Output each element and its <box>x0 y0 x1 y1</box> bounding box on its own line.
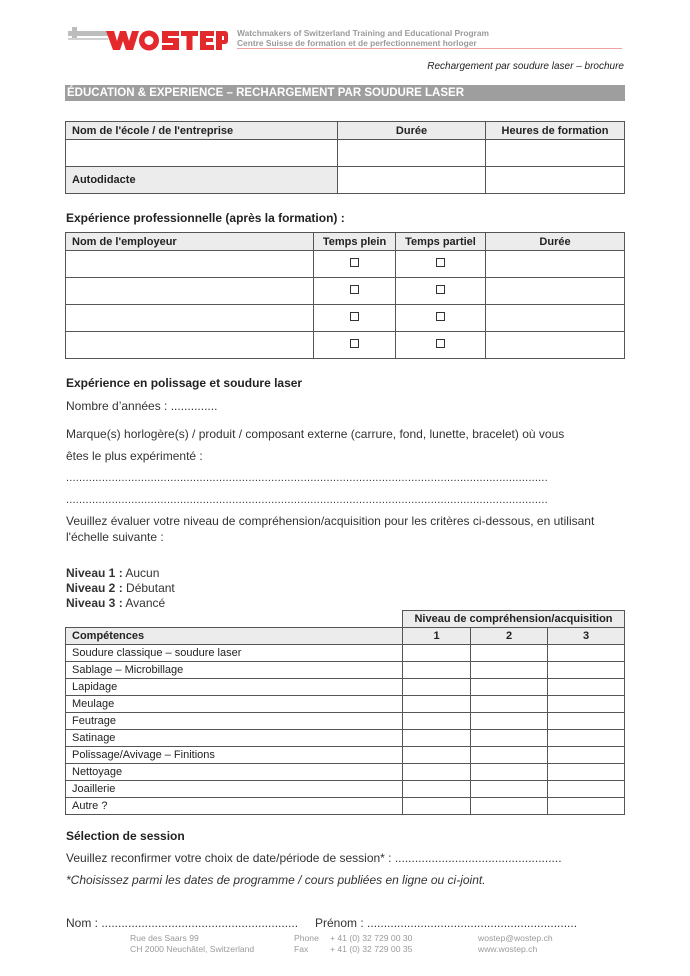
session-note: *Choisissez parmi les dates de programme / cours publiées en ligne ou ci-joint. <box>66 873 486 887</box>
brands-answer-line-1[interactable]: .................................................................................................................................................... <box>66 472 548 484</box>
skill-label: Sablage – Microbillage <box>66 662 403 679</box>
experience-title: Expérience professionnelle (après la formation) : <box>66 211 345 225</box>
skill-level-3-cell[interactable] <box>548 730 625 747</box>
footer-address-1: Rue des Saars 99 <box>130 933 199 943</box>
level-group-header: Niveau de compréhension/acquisition <box>403 611 625 628</box>
skill-label: Lapidage <box>66 679 403 696</box>
header-line-1: Watchmakers of Switzerland Training and Educational Program <box>237 28 489 38</box>
skill-label: Autre ? <box>66 798 403 815</box>
self-taught-duration-cell[interactable] <box>338 167 486 194</box>
skill-level-1-cell[interactable] <box>403 662 471 679</box>
skill-level-3-cell[interactable] <box>548 645 625 662</box>
exp-duration-cell[interactable] <box>486 332 625 359</box>
session-title: Sélection de session <box>66 829 185 843</box>
footer-email[interactable]: wostep@wostep.ch <box>478 933 553 943</box>
col-level-1: 1 <box>403 628 471 645</box>
duration-cell[interactable] <box>338 140 486 167</box>
footer-web[interactable]: www.wostep.ch <box>478 944 538 954</box>
years-field[interactable]: Nombre d’années : .............. <box>66 399 218 413</box>
training-hours-cell[interactable] <box>486 140 625 167</box>
document-subtitle: Rechargement par soudure laser – brochure <box>427 61 624 72</box>
level-1: Niveau 1 : Aucun <box>66 566 160 580</box>
skill-level-1-cell[interactable] <box>403 798 471 815</box>
skill-label: Meulage <box>66 696 403 713</box>
brands-question-line-1: Marque(s) horlogère(s) / produit / composant externe (carrure, fond, lunette, bracelet) où vous <box>66 427 565 441</box>
employer-cell[interactable] <box>66 332 314 359</box>
skill-level-2-cell[interactable] <box>471 747 548 764</box>
skill-level-2-cell[interactable] <box>471 781 548 798</box>
nom-field[interactable]: Nom : ........................................................... <box>66 916 299 930</box>
skill-level-3-cell[interactable] <box>548 747 625 764</box>
col-skills: Compétences <box>66 628 403 645</box>
section-banner: ÉDUCATION & EXPERIENCE – RECHARGEMENT PAR SOUDURE LASER <box>65 85 625 101</box>
skill-level-1-cell[interactable] <box>403 696 471 713</box>
footer-fax-label: Fax <box>294 944 309 954</box>
skill-label: Nettoyage <box>66 764 403 781</box>
col-school-name: Nom de l'école / de l'entreprise <box>66 122 338 140</box>
skill-level-1-cell[interactable] <box>403 781 471 798</box>
col-exp-duration: Durée <box>486 233 625 251</box>
skill-level-1-cell[interactable] <box>403 747 471 764</box>
part-time-checkbox[interactable] <box>436 339 445 348</box>
skills-table <box>65 610 625 815</box>
skill-level-2-cell[interactable] <box>471 645 548 662</box>
skill-level-3-cell[interactable] <box>548 764 625 781</box>
footer-phone: + 41 (0) 32 729 00 30 <box>330 933 413 943</box>
col-employer: Nom de l'employeur <box>66 233 314 251</box>
brands-answer-line-2[interactable]: .................................................................................................................................................... <box>66 494 548 506</box>
skill-level-3-cell[interactable] <box>548 798 625 815</box>
part-time-checkbox[interactable] <box>436 312 445 321</box>
skill-row <box>66 679 625 696</box>
skill-level-1-cell[interactable] <box>403 764 471 781</box>
part-time-checkbox[interactable] <box>436 285 445 294</box>
part-time-checkbox[interactable] <box>436 258 445 267</box>
skill-row <box>66 645 625 662</box>
header-line-2: Centre Suisse de formation et de perfectionnement horloger <box>237 38 477 48</box>
footer-address-2: CH 2000 Neuchâtel, Switzerland <box>130 944 255 954</box>
skill-level-1-cell[interactable] <box>403 645 471 662</box>
skill-level-1-cell[interactable] <box>403 713 471 730</box>
skill-row <box>66 781 625 798</box>
full-time-checkbox[interactable] <box>350 339 359 348</box>
col-level-3: 3 <box>548 628 625 645</box>
full-time-checkbox[interactable] <box>350 258 359 267</box>
session-confirm-field[interactable]: Veuillez reconfirmer votre choix de date/période de session* : .................................................. <box>66 851 562 865</box>
full-time-checkbox[interactable] <box>350 312 359 321</box>
skill-label: Polissage/Avivage – Finitions <box>66 747 403 764</box>
employer-cell[interactable] <box>66 251 314 278</box>
exp-duration-cell[interactable] <box>486 278 625 305</box>
skill-level-3-cell[interactable] <box>548 696 625 713</box>
skill-level-1-cell[interactable] <box>403 679 471 696</box>
footer-phone-label: Phone <box>294 933 319 943</box>
skill-label: Soudure classique – soudure laser <box>66 645 403 662</box>
col-level-2: 2 <box>471 628 548 645</box>
col-part-time: Temps partiel <box>396 233 486 251</box>
level-2: Niveau 2 : Débutant <box>66 581 175 595</box>
skill-level-1-cell[interactable] <box>403 730 471 747</box>
level-3: Niveau 3 : Avancé <box>66 596 166 610</box>
experience-table <box>65 232 625 359</box>
skill-row <box>66 764 625 781</box>
self-taught-hours-cell[interactable] <box>486 167 625 194</box>
header-rule <box>237 48 622 49</box>
col-duration: Durée <box>338 122 486 140</box>
skill-level-3-cell[interactable] <box>548 662 625 679</box>
evaluate-line-1: Veuillez évaluer votre niveau de compréhension/acquisition pour les critères ci-dessous, en utilisant <box>66 514 595 528</box>
skill-level-3-cell[interactable] <box>548 781 625 798</box>
skill-row <box>66 798 625 815</box>
school-name-cell[interactable] <box>66 140 338 167</box>
skill-row <box>66 662 625 679</box>
wostep-logo <box>66 22 228 52</box>
skill-row <box>66 747 625 764</box>
skill-level-2-cell[interactable] <box>471 662 548 679</box>
skill-level-2-cell[interactable] <box>471 730 548 747</box>
employer-cell[interactable] <box>66 305 314 332</box>
polishing-title: Expérience en polissage et soudure laser <box>66 376 303 390</box>
skill-label: Feutrage <box>66 713 403 730</box>
prenom-field[interactable]: Prénom : ............................................................... <box>315 916 578 930</box>
exp-duration-cell[interactable] <box>486 251 625 278</box>
brands-question-line-2: êtes le plus expérimenté : <box>66 449 203 463</box>
evaluate-line-2: l'échelle suivante : <box>66 530 164 544</box>
skill-level-2-cell[interactable] <box>471 713 548 730</box>
skill-level-2-cell[interactable] <box>471 798 548 815</box>
education-table <box>65 121 625 194</box>
footer-fax: + 41 (0) 32 729 00 35 <box>330 944 413 954</box>
full-time-checkbox[interactable] <box>350 285 359 294</box>
employer-cell[interactable] <box>66 278 314 305</box>
skill-row <box>66 696 625 713</box>
skill-level-3-cell[interactable] <box>548 679 625 696</box>
skill-level-2-cell[interactable] <box>471 696 548 713</box>
skill-label: Satinage <box>66 730 403 747</box>
col-full-time: Temps plein <box>314 233 396 251</box>
skill-level-2-cell[interactable] <box>471 764 548 781</box>
skill-level-3-cell[interactable] <box>548 713 625 730</box>
skill-row <box>66 713 625 730</box>
col-training-hours: Heures de formation <box>486 122 625 140</box>
skill-level-2-cell[interactable] <box>471 679 548 696</box>
self-taught-label: Autodidacte <box>66 167 338 194</box>
skill-label: Joaillerie <box>66 781 403 798</box>
skill-row <box>66 730 625 747</box>
exp-duration-cell[interactable] <box>486 305 625 332</box>
